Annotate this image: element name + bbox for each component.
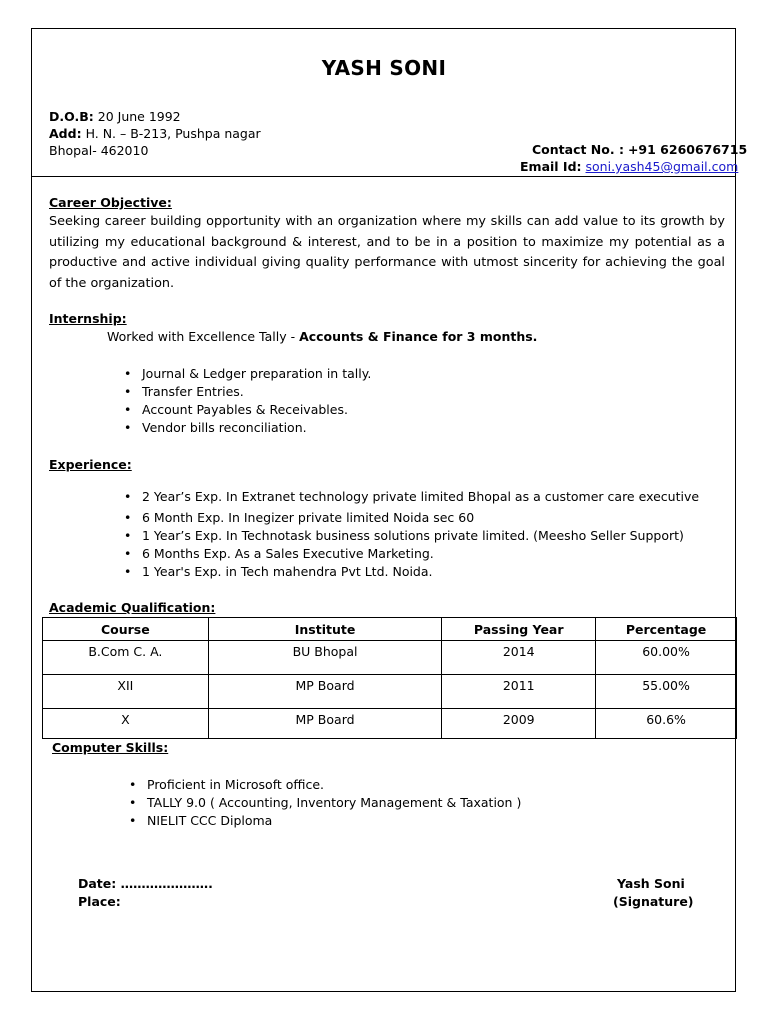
list-item: • 2 Year’s Exp. In Extranet technology private limited Bhopal as a customer care executive [124,488,699,509]
experience-heading: Experience: [49,457,132,472]
computer-skills-heading: Computer Skills: [52,740,169,755]
column-header-passing-year: Passing Year [442,618,596,641]
column-header-institute: Institute [208,618,442,641]
experience-list [124,488,699,581]
table-cell: 2014 [442,641,596,675]
contact-label: Contact No. : [532,142,624,157]
place-label: Place: [78,894,121,909]
list-item: • Proficient in Microsoft office. [129,776,521,794]
address-line-2: Bhopal- 462010 [49,143,149,158]
dob-value: 20 June 1992 [97,109,181,124]
email-link[interactable]: soni.yash45@gmail.com [585,159,739,174]
academic-table [42,617,737,739]
table-row [43,641,737,675]
table-header-row [43,618,737,641]
dob-label: D.O.B: [49,109,94,124]
table-cell: X [43,709,209,739]
list-item: • NIELIT CCC Diploma [129,812,521,830]
table-cell: 2009 [442,709,596,739]
table-cell: 55.00% [596,675,737,709]
career-objective-text: Seeking career building opportunity with an organization where my skills can add value to its growth by utilizing my educational background & interest, and to be in a position to maximize my potential as a productive and active individual giving quality performance with utmost sincerity for achieving the goal of the organization. [49,214,725,291]
list-item: • 6 Months Exp. As a Sales Executive Marketing. [124,545,699,563]
list-item: • Journal & Ledger preparation in tally. [124,365,371,383]
date-label: Date: …………………. [78,876,213,891]
internship-list [124,365,371,437]
address-label: Add: [49,126,82,141]
contact-value: +91 6260676715 [627,142,748,157]
career-objective-heading: Career Objective: [49,195,172,210]
contact-line [532,142,747,157]
candidate-name: YASH SONI [321,56,447,80]
address-line-1 [49,126,261,141]
signer-name: Yash Soni [617,876,685,891]
internship-intro-bold: Accounts & Finance for 3 months. [299,329,538,344]
table-row [43,675,737,709]
dob-line [49,109,181,124]
list-item: • Vendor bills reconciliation. [124,419,371,437]
table-cell: BU Bhopal [208,641,442,675]
email-line [520,159,738,174]
computer-skills-list [129,776,521,830]
list-item: • Account Payables & Receivables. [124,401,371,419]
address-value: H. N. – B-213, Pushpa nagar [85,126,261,141]
email-label: Email Id: [520,159,582,174]
table-cell: MP Board [208,675,442,709]
table-row [43,709,737,739]
list-item: • Transfer Entries. [124,383,371,401]
internship-intro-text: Worked with Excellence Tally - [107,329,300,344]
table-cell: B.Com C. A. [43,641,209,675]
column-header-course: Course [43,618,209,641]
signature-label: (Signature) [613,894,694,909]
table-cell: 2011 [442,675,596,709]
list-item: • 1 Year’s Exp. In Technotask business solutions private limited. (Meesho Seller Support) [124,527,699,545]
column-header-percentage: Percentage [596,618,737,641]
list-item: • 6 Month Exp. In Inegizer private limited Noida sec 60 [124,509,699,527]
list-item: • 1 Year's Exp. in Tech mahendra Pvt Ltd. Noida. [124,563,699,581]
academic-heading: Academic Qualification: [49,600,216,615]
internship-heading: Internship: [49,311,127,326]
table-cell: MP Board [208,709,442,739]
table-cell: 60.6% [596,709,737,739]
list-item: • TALLY 9.0 ( Accounting, Inventory Management & Taxation ) [129,794,521,812]
table-cell: XII [43,675,209,709]
header-divider [31,176,736,177]
internship-intro [107,329,537,344]
table-cell: 60.00% [596,641,737,675]
